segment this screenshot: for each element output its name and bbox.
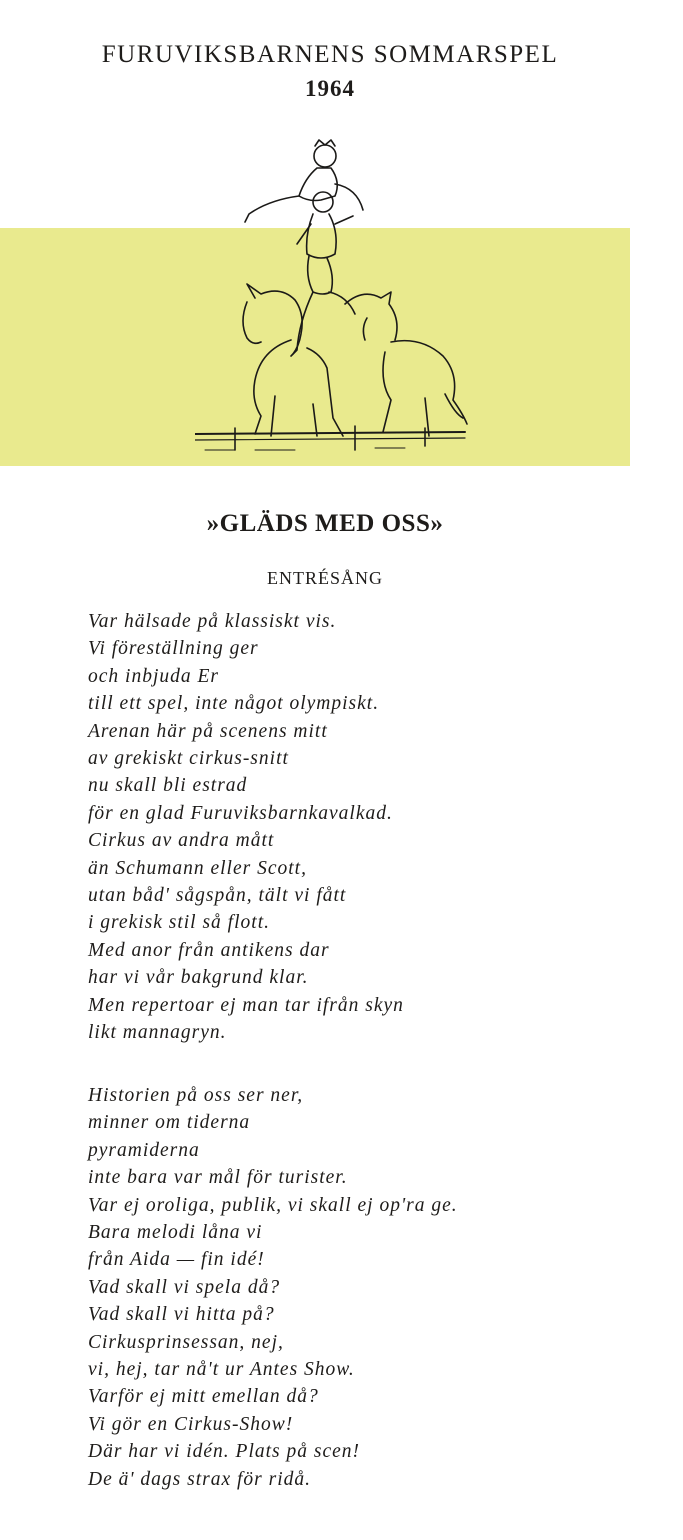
verse-line: Historien på oss ser ner, (88, 1085, 304, 1106)
verse-line: Vad skall vi spela då? (88, 1276, 281, 1298)
verse-line: Där har vi idén. Plats på scen! (88, 1441, 361, 1463)
verse-line: i grekisk stil så flott. (88, 912, 270, 934)
verse-line: har vi vår bakgrund klar. (88, 967, 309, 989)
verse-line: likt mannagryn. (88, 1022, 227, 1044)
verse-line: Var ej oroliga, publik, vi skall ej op'ra ge. (88, 1194, 458, 1216)
verse-line: De ä' dags strax för ridå. (88, 1468, 312, 1490)
verse-line: Men repertoar ej man tar ifrån skyn (88, 994, 404, 1016)
verse-line: utan båd' sågspån, tält vi fått (88, 885, 347, 907)
verse-line: Vad skall vi hitta på? (88, 1304, 275, 1326)
verse-line: Var hälsade på klassiskt vis. (88, 611, 337, 632)
verse-line: av grekiskt cirkus-snitt (88, 748, 289, 770)
verse-line: för en glad Furuviksbarnkavalkad. (88, 802, 393, 824)
year: 1964 (305, 76, 355, 101)
verse-line: minner om tiderna (88, 1112, 251, 1134)
verse-line: Vi föreställning ger (88, 638, 259, 660)
section-title: ENTRÉSÅNG (267, 568, 383, 588)
verse-line: Arenan här på scenens mitt (88, 720, 328, 742)
page-title: FURUVIKSBARNENS SOMMARSPEL (101, 40, 559, 68)
verse-line: och inbjuda Er (88, 665, 219, 687)
verse-line: inte bara var mål för turister. (88, 1167, 348, 1189)
show-title: »GLÄDS MED OSS» (206, 510, 444, 537)
verse-stanza-1 (88, 608, 648, 1047)
verse-line: från Aida — fin idé! (88, 1249, 265, 1271)
verse-line: Varför ej mitt emellan då? (88, 1386, 319, 1408)
verse-line: än Schumann eller Scott, (88, 857, 307, 879)
verse-stanza-2 (88, 1082, 648, 1493)
verse-line: Cirkus av andra mått (88, 830, 275, 852)
verse-line: nu skall bli estrad (88, 775, 248, 797)
horse-acrobats-illustration (195, 128, 475, 468)
verse-line: vi, hej, tar nå't ur Antes Show. (88, 1359, 355, 1381)
verse-line: Vi gör en Cirkus-Show! (88, 1413, 294, 1435)
verse-line: Cirkusprinsessan, nej, (88, 1331, 284, 1353)
verse-line: Med anor från antikens dar (88, 939, 330, 961)
verse-line: Bara melodi låna vi (88, 1222, 263, 1244)
verse-line: pyramiderna (88, 1139, 200, 1161)
verse-line: till ett spel, inte något olympiskt. (88, 693, 380, 715)
